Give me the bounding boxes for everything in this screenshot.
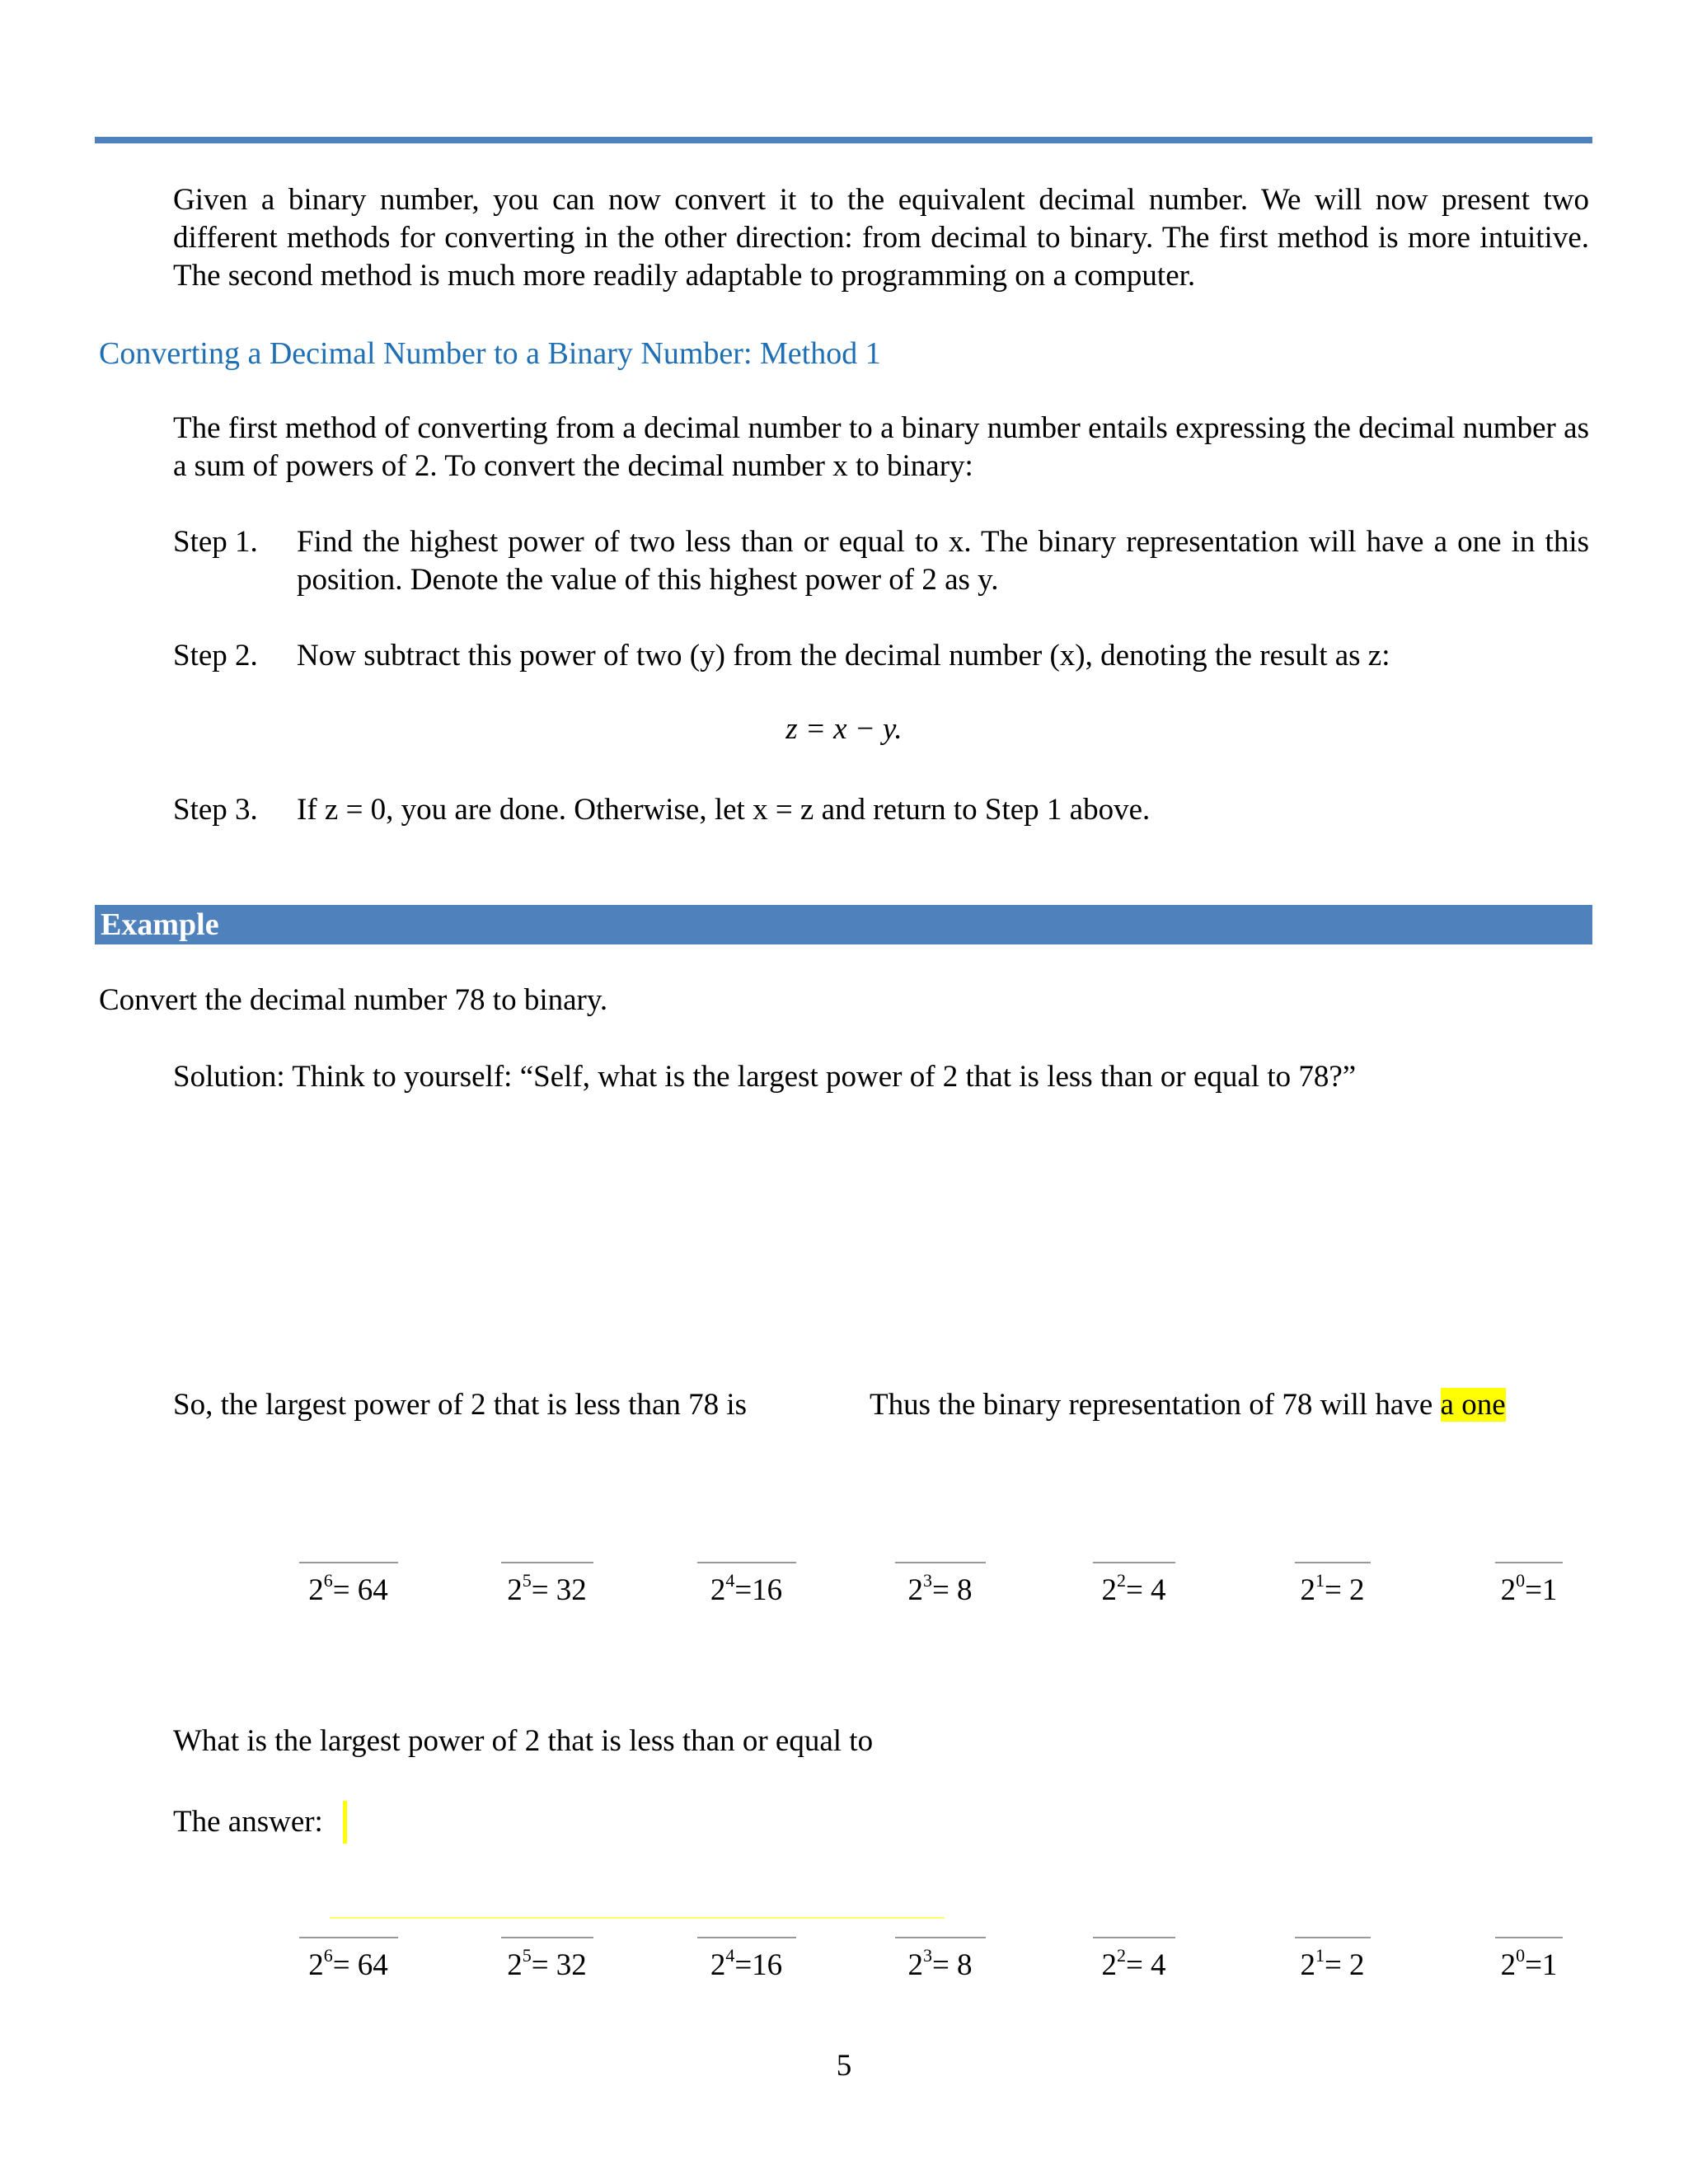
section-heading: Converting a Decimal Number to a Binary Number: Method 1 [99, 336, 881, 371]
step-3-text: If z = 0, you are done. Otherwise, let x = z and return to Step 1 above. [297, 793, 1151, 827]
highlight-underline [330, 1917, 945, 1919]
power-2-2: $2^2= 4$ [1090, 1937, 1177, 1985]
power-2-6: $2^6= 64$ [297, 1937, 400, 1985]
answer-label: The answer: [173, 1805, 323, 1839]
power-2-3: $2^3= 8$ [893, 1562, 987, 1610]
power-2-4: $2^4=16$ [695, 1562, 798, 1610]
power-2-0: $2^0=1$ [1488, 1562, 1570, 1610]
power-2-0: $2^0=1$ [1488, 1937, 1570, 1985]
power-2-1: $2^1= 2$ [1289, 1937, 1376, 1985]
intro-paragraph: Given a binary number, you can now convert it to the equivalent decimal number. We will now present two different methods for converting in the other direction: from decimal to binary. The first method is more intuitive. The second method is much more readily adaptable to programming on a computer. [173, 183, 1589, 293]
power-2-2: $2^2= 4$ [1090, 1562, 1177, 1610]
step-3-label: Step 3. [173, 793, 258, 827]
question-line: What is the largest power of 2 that is less than or equal to [173, 1724, 874, 1758]
power-2-5: $2^5= 32$ [495, 1562, 598, 1610]
powers-row-2 [0, 1937, 1688, 1986]
step-2-label: Step 2. [173, 639, 258, 673]
largest-power-line: So, the largest power of 2 that is less than 78 is [173, 1388, 748, 1422]
step-2-text: Now subtract this power of two (y) from the decimal number (x), denoting the result as z: [297, 639, 1390, 673]
highlighted-text: a one [1440, 1388, 1506, 1422]
method-paragraph-text: The first method of converting from a decimal number to a binary number entails expressing the decimal number as a sum of powers of 2. To convert the decimal number x to binary: [173, 411, 1589, 483]
power-2-5: $2^5= 32$ [495, 1937, 598, 1985]
example-problem: Convert the decimal number 78 to binary. [99, 983, 608, 1017]
subtraction-equation: z = x − y. [785, 712, 903, 746]
power-2-6: $2^6= 64$ [297, 1562, 400, 1610]
powers-row-1 [0, 1562, 1688, 1611]
method-paragraph [173, 410, 1589, 485]
binary-representation-line [870, 1386, 1506, 1424]
page-number: 5 [836, 2049, 852, 2083]
power-2-4: $2^4=16$ [695, 1937, 798, 1985]
step-1-text: Find the highest power of two less than or equal to x. The binary representation will have a one in this position. Denote the value of this highest power of 2 as y. [297, 525, 1589, 597]
text-cursor[interactable] [343, 1801, 347, 1844]
example-solution: Solution: Think to yourself: “Self, what is the largest power of 2 that is less than or equal to 78?” [173, 1060, 1357, 1094]
example-title: Example [101, 907, 219, 942]
top-rule [95, 137, 1592, 143]
power-2-1: $2^1= 2$ [1289, 1562, 1376, 1610]
power-2-3: $2^3= 8$ [893, 1937, 987, 1985]
example-bar [95, 905, 1592, 944]
binary-representation-text: Thus the binary representation of 78 will have [870, 1388, 1433, 1422]
step-1-label: Step 1. [173, 525, 258, 559]
